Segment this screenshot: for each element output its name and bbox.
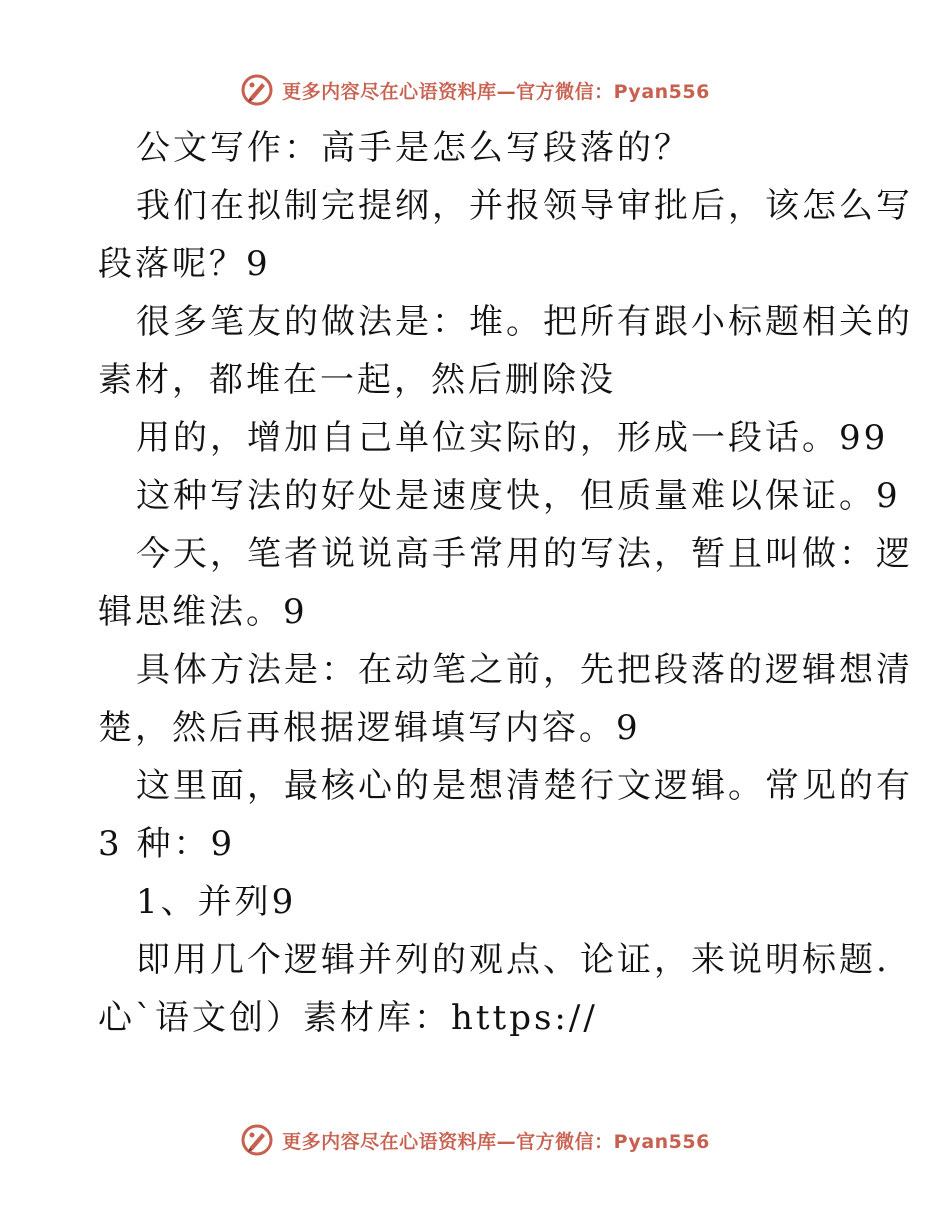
paragraph-line: 具体方法是：在动笔之前，先把段落的逻辑想清	[136, 650, 913, 690]
paragraph-line: 楚，然后再根据逻辑填写内容。9	[98, 708, 641, 748]
paragraph-line: 我们在拟制完提纲，并报领导审批后，该怎么写	[136, 186, 913, 226]
footer-banner	[0, 1120, 950, 1160]
pen-logo-icon	[240, 1123, 274, 1157]
paragraph-line: 即用几个逻辑并列的观点、论证，来说明标题.	[136, 940, 890, 980]
paragraph-line: 段落呢？9	[98, 244, 271, 284]
pen-logo-icon	[240, 73, 274, 107]
header-banner-text: 更多内容尽在心语资料库—官方微信：Pyan556	[282, 80, 710, 103]
paragraph-line: 辑思维法。9	[98, 592, 308, 632]
paragraph-line: 素材，都堆在一起，然后删除没	[98, 360, 616, 400]
paragraph-line: 这种写法的好处是速度快，但质量难以保证。9	[136, 476, 901, 516]
paragraph-line: 很多笔友的做法是：堆。把所有跟小标题相关的	[136, 302, 913, 342]
footer-banner-text: 更多内容尽在心语资料库—官方微信：Pyan556	[282, 1130, 710, 1153]
paragraph-line: 这里面，最核心的是想清楚行文逻辑。常见的有	[136, 766, 913, 806]
title-line: 公文写作：高手是怎么写段落的？	[136, 128, 691, 168]
header-banner	[0, 70, 950, 110]
paragraph-line: 3 种：9	[98, 824, 236, 864]
paragraph-line: 今天，笔者说说高手常用的写法，暂且叫做：逻	[136, 534, 913, 574]
paragraph-line: 心`语文创）素材库：https://	[98, 998, 598, 1038]
paragraph-line: 用的，增加自己单位实际的，形成一段话。99	[136, 418, 889, 458]
list-heading-line: 1、并列9	[136, 882, 297, 922]
